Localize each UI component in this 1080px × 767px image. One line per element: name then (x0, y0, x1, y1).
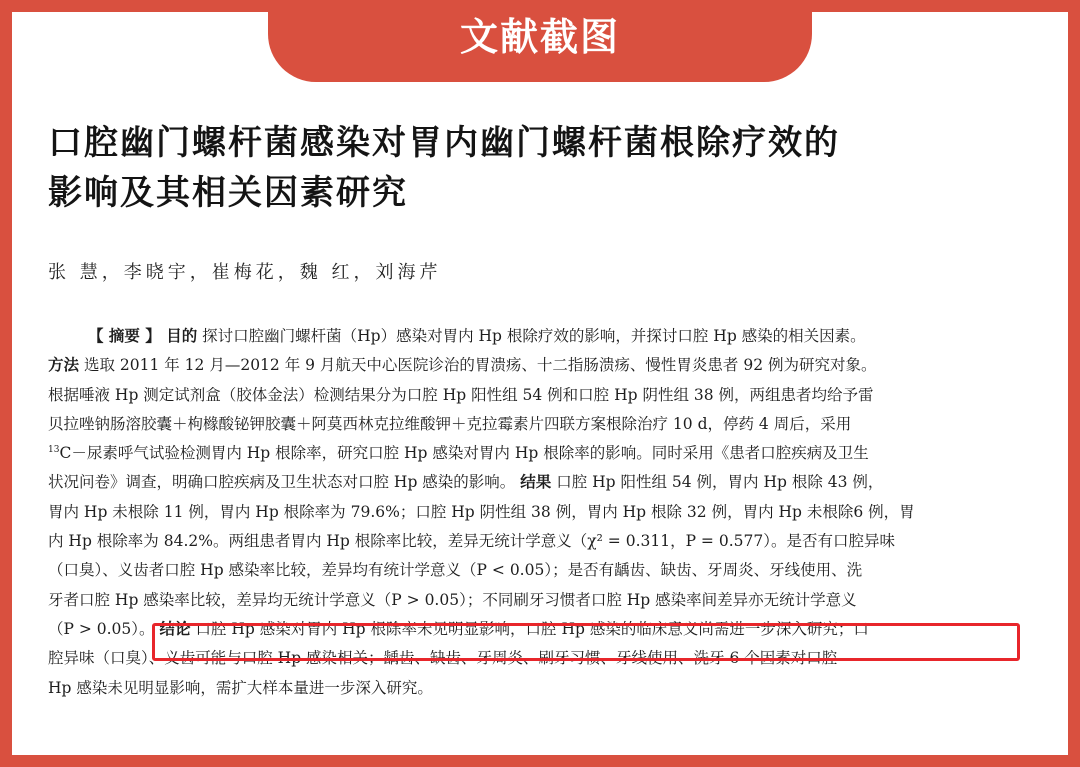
paper-title-line-2: 影响及其相关因素研究 (48, 173, 408, 213)
abstract-line: 牙者口腔 Hp 感染率比较，差异均无统计学意义（P > 0.05）；不同刷牙习惯者口腔 Hp 感染率间差异亦无统计学意义 (48, 590, 857, 609)
abstract-objective-label: 【 摘要 】 目的 (88, 327, 198, 345)
paper-title-line-1: 口腔幽门螺杆菌感染对胃内幽门螺杆菌根除疗效的 (48, 123, 840, 163)
abstract-line: 内 Hp 根除率为 84.2%。两组患者胃内 Hp 根除率比较，差异无统计学意义（χ² = 0.311，P = 0.577）。是否有口腔异味 (48, 532, 895, 551)
abstract-line-text: C－尿素呼气试验检测胃内 Hp 根除率，研究口腔 Hp 感染对胃内 Hp 根除率的影响。同时采用《患者口腔疾病及卫生 (59, 444, 869, 463)
paper-title (48, 118, 1008, 218)
abstract-objective-text: 探讨口腔幽门螺杆菌（Hp）感染对胃内 Hp 根除疗效的影响，并探讨口腔 Hp 感染的相关因素。 (202, 327, 866, 345)
abstract-conclusion-label: 结论 (159, 619, 191, 638)
banner-title: 文献截图 (459, 15, 620, 59)
abstract-results-text: 口腔 Hp 阳性组 54 例，胃内 Hp 根除 43 例， (556, 473, 884, 492)
abstract-line (48, 439, 1048, 468)
abstract-conclusion-text: 口腔 Hp 感染对胃内 Hp 根除率未见明显影响，口腔 Hp 感染的临床意义尚需进一步深入研究；口 (195, 619, 869, 638)
abstract-line: Hp 感染未见明显影响，需扩大样本量进一步深入研究。 (48, 678, 433, 697)
abstract-line: （口臭）、义齿者口腔 Hp 感染率比较，差异均有统计学意义（P < 0.05）；是否有龋齿、缺齿、牙周炎、牙线使用、洗 (48, 561, 863, 580)
abstract-methods-text: 选取 2011 年 12 月—2012 年 9 月航天中心医院诊治的胃溃疡、十二指肠溃疡、慢性胃炎患者 92 例为研究对象。 (83, 356, 877, 375)
abstract-line (48, 351, 1048, 380)
isotope-superscript: 13 (48, 445, 60, 456)
abstract-line: 腔异味（口臭）、义齿可能与口腔 Hp 感染相关；龋齿、缺齿、牙周炎、刷牙习惯、牙线使用、洗牙 6 个因素对口腔 (48, 649, 838, 668)
abstract-line (48, 468, 1048, 497)
abstract-line: 根据唾液 Hp 测定试剂盒（胶体金法）检测结果分为口腔 Hp 阳性组 54 例和口腔 Hp 阴性组 38 例，两组患者均给予雷 (48, 385, 874, 404)
abstract-line-text: （P > 0.05）。 (48, 619, 155, 638)
paper-authors: 张 慧，李晓宇，崔梅花，魏 红，刘海芹 (48, 262, 442, 283)
conclusion-highlight-box (152, 623, 1020, 661)
banner (268, 0, 812, 82)
abstract-line: 贝拉唑钠肠溶胶囊＋枸橼酸铋钾胶囊＋阿莫西林克拉维酸钾＋克拉霉素片四联方案根除治疗 10 d，停药 4 周后，采用 (48, 414, 852, 433)
abstract-line-text: 状况问卷》调查，明确口腔疾病及卫生状态对口腔 Hp 感染的影响。 (48, 473, 516, 492)
abstract-results-label: 结果 (520, 473, 552, 492)
abstract-line (48, 322, 1048, 351)
abstract-methods-label: 方法 (48, 356, 80, 375)
abstract-line: 胃内 Hp 未根除 11 例，胃内 Hp 根除率为 79.6%；口腔 Hp 阴性组 38 例，胃内 Hp 根除 32 例，胃内 Hp 未根除6 例，胃 (48, 502, 915, 521)
